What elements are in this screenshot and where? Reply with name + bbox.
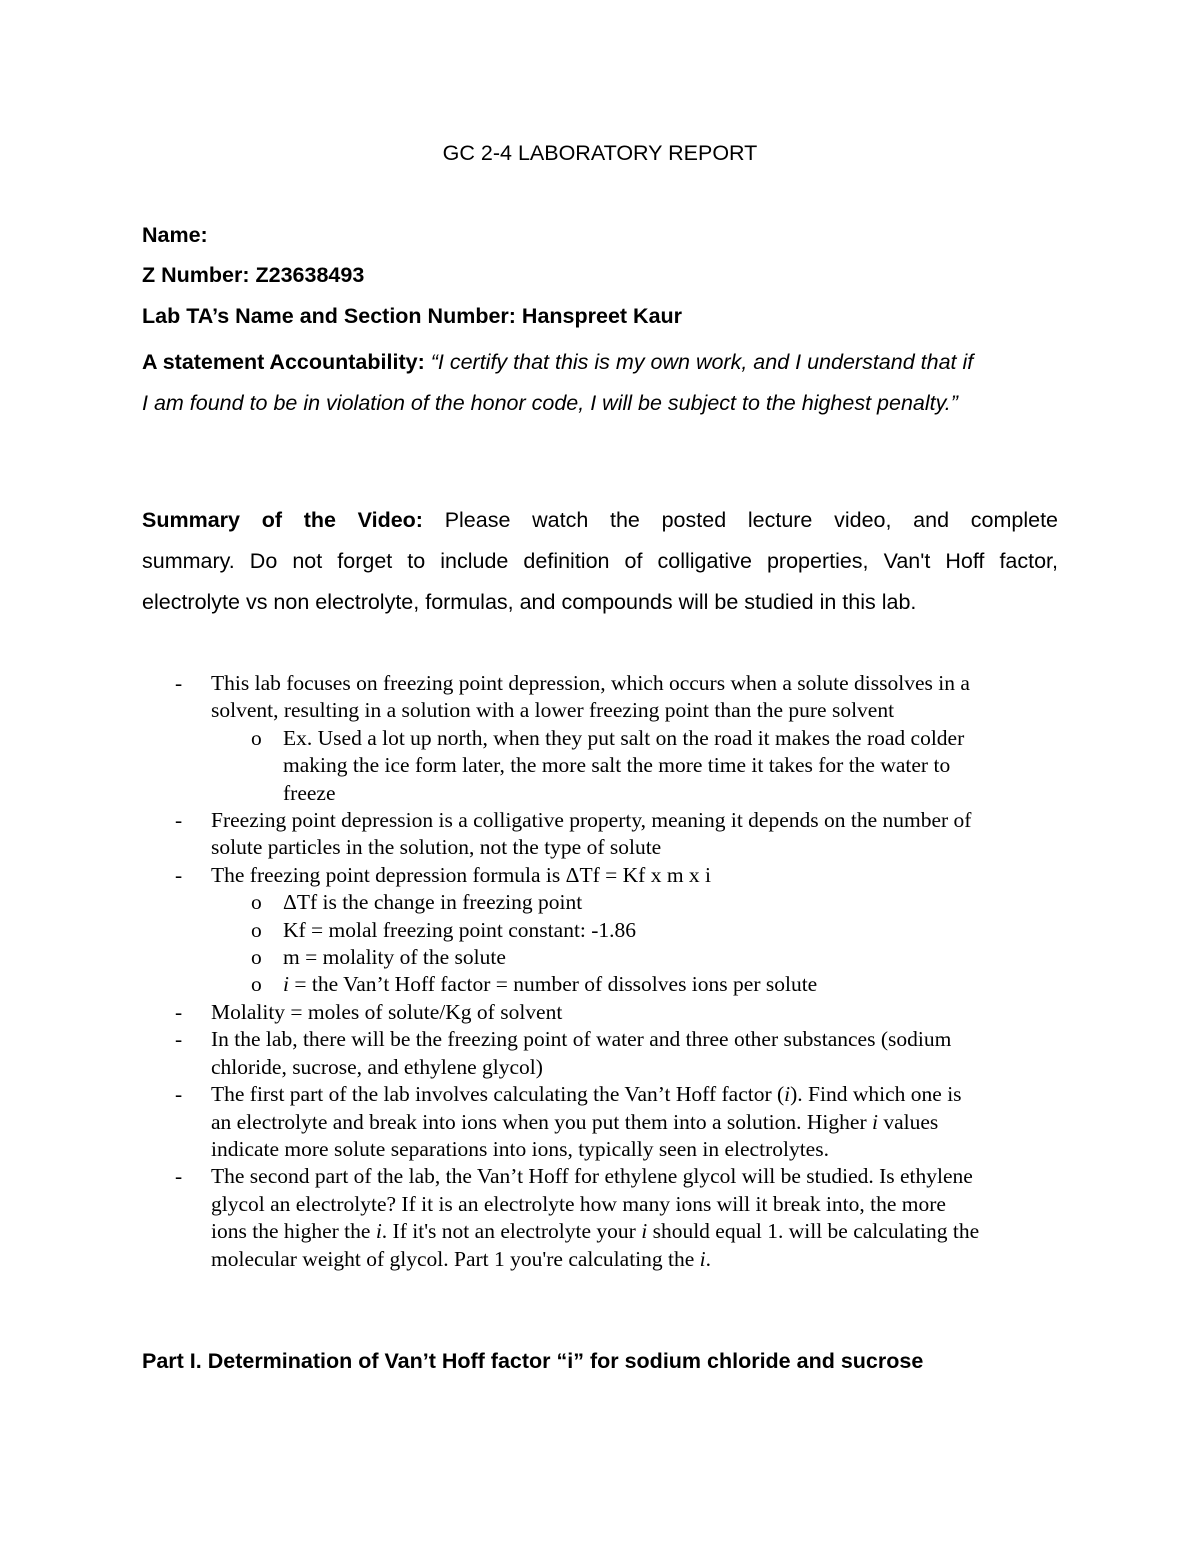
circle-marker: o (251, 725, 262, 750)
circle-marker: o (251, 917, 262, 942)
sub-list-item (0, 917, 1056, 944)
list-item-text: This lab focuses on freezing point depression, which occurs when a solute dissolves in a (211, 671, 970, 695)
dash-marker: - (175, 808, 183, 833)
sub-list-item-text: m = molality of the solute (283, 945, 506, 970)
video-summary (142, 500, 1058, 623)
dash-marker: - (175, 671, 183, 695)
z-number-label: Z Number: (142, 263, 250, 287)
list-item-text: solute particles in the solution, not the type of solute (211, 835, 662, 860)
text-run: = the Van’t Hoff factor = number of dissolves ions per solute (288, 972, 818, 997)
sub-list-item-text: ΔTf is the change in freezing point (283, 890, 583, 915)
text-run: ions the higher the (211, 1219, 376, 1244)
list-item-text: glycol an electrolyte? If it is an electrolyte how many ions will it break into, the more (211, 1191, 946, 1216)
sub-list-item-text: Kf = molal freezing point constant: -1.86 (283, 917, 637, 942)
text-run: an electrolyte and break into ions when you put them into a solution. Higher (211, 1109, 872, 1134)
dash-marker: - (175, 1164, 183, 1189)
z-number-field (142, 263, 364, 288)
list-item-text: indicate more solute separations into ions, typically seen in electrolytes. (211, 1136, 829, 1161)
sub-list-item (0, 725, 1056, 807)
dash-marker: - (175, 1082, 183, 1107)
circle-marker: o (251, 890, 262, 915)
part-1-heading: Part I. Determination of Van’t Hoff factor “i” for sodium chloride and sucrose (142, 1349, 924, 1373)
text-run: molecular weight of glycol. Part 1 you're calculating the (211, 1246, 700, 1271)
list-item (0, 670, 1056, 725)
name-label: Name: (142, 223, 208, 247)
dash-marker: - (175, 999, 183, 1024)
text-run: ). Find which one is (790, 1082, 962, 1107)
list-item (0, 1163, 1056, 1273)
name-field (142, 223, 208, 248)
summary-line-1: Please watch the posted lecture video, and complete (444, 508, 1058, 532)
sub-list-item-text: freeze (283, 780, 336, 805)
dash-marker: - (175, 1027, 183, 1052)
summary-line-2: summary. Do not forget to include definition of colligative properties, Van't Hoff factor, (142, 549, 1058, 573)
text-run: . If it's not an electrolyte your (381, 1219, 642, 1244)
list-item (0, 1026, 1056, 1081)
lab-ta-field (142, 304, 682, 329)
list-item-text: solvent, resulting in a solution with a lower freezing point than the pure solvent (211, 698, 895, 723)
list-item-text: chloride, sucrose, and ethylene glycol) (211, 1054, 543, 1079)
sub-list-item (0, 944, 1056, 971)
page-title: GC 2-4 LABORATORY REPORT (442, 141, 758, 165)
list-item-text (211, 1081, 1056, 1108)
list-item-text: Freezing point depression is a colligative property, meaning it depends on the number of (211, 808, 972, 833)
list-item-text (211, 1246, 1056, 1273)
variable-i: i (375, 1219, 382, 1244)
statement-label: A statement Accountability: (142, 350, 425, 374)
circle-marker: o (251, 945, 262, 970)
variable-i: i (699, 1246, 706, 1271)
list-item-text: The freezing point depression formula is ΔTf = Kf x m x i (211, 862, 712, 887)
lab-ta-label: Lab TA’s Name and Section Number: (142, 304, 516, 328)
list-item (0, 999, 1056, 1026)
list-item-text (211, 1218, 1056, 1245)
list-item-text: The second part of the lab, the Van’t Hoff for ethylene glycol will be studied. Is ethylene (211, 1164, 973, 1189)
summary-line-3: electrolyte vs non electrolyte, formulas, and compounds will be studied in this lab. (142, 590, 917, 614)
list-item (0, 1081, 1056, 1163)
z-number-value: Z23638493 (255, 263, 365, 287)
text-run: The first part of the lab involves calculating the Van’t Hoff factor ( (211, 1082, 785, 1107)
variable-i: i (641, 1219, 648, 1244)
variable-i: i (871, 1109, 878, 1134)
summary-label: Summary of the Video: (142, 508, 423, 532)
list-item (0, 807, 1056, 862)
text-run: . (705, 1246, 712, 1271)
text-run: values (877, 1109, 939, 1134)
list-item-text (211, 1109, 1056, 1136)
sub-list-item-text: making the ice form later, the more salt the more time it takes for the water to (283, 753, 951, 778)
summary-bullet-list (0, 670, 1200, 1273)
variable-i: i (283, 972, 289, 997)
dash-marker: - (175, 862, 183, 887)
list-item (0, 862, 1056, 889)
circle-marker: o (251, 972, 262, 997)
statement-line-2: I am found to be in violation of the honor code, I will be subject to the highest penalty.” (142, 391, 958, 415)
sub-list-item (0, 889, 1056, 916)
variable-i: i (784, 1082, 791, 1107)
accountability-statement (142, 342, 1060, 424)
statement-line-1: “I certify that this is my own work, and I understand that if (430, 350, 974, 374)
text-run: should equal 1. will be calculating the (647, 1219, 980, 1244)
sub-list-item-text: Ex. Used a lot up north, when they put salt on the road it makes the road colder (283, 725, 965, 750)
sub-list-item (0, 971, 1056, 998)
sub-list-item-text (283, 971, 1056, 998)
list-item-text: Molality = moles of solute/Kg of solvent (211, 999, 563, 1024)
list-item-text: In the lab, there will be the freezing point of water and three other substances (sodium (211, 1027, 952, 1052)
lab-ta-value: Hanspreet Kaur (521, 304, 683, 328)
